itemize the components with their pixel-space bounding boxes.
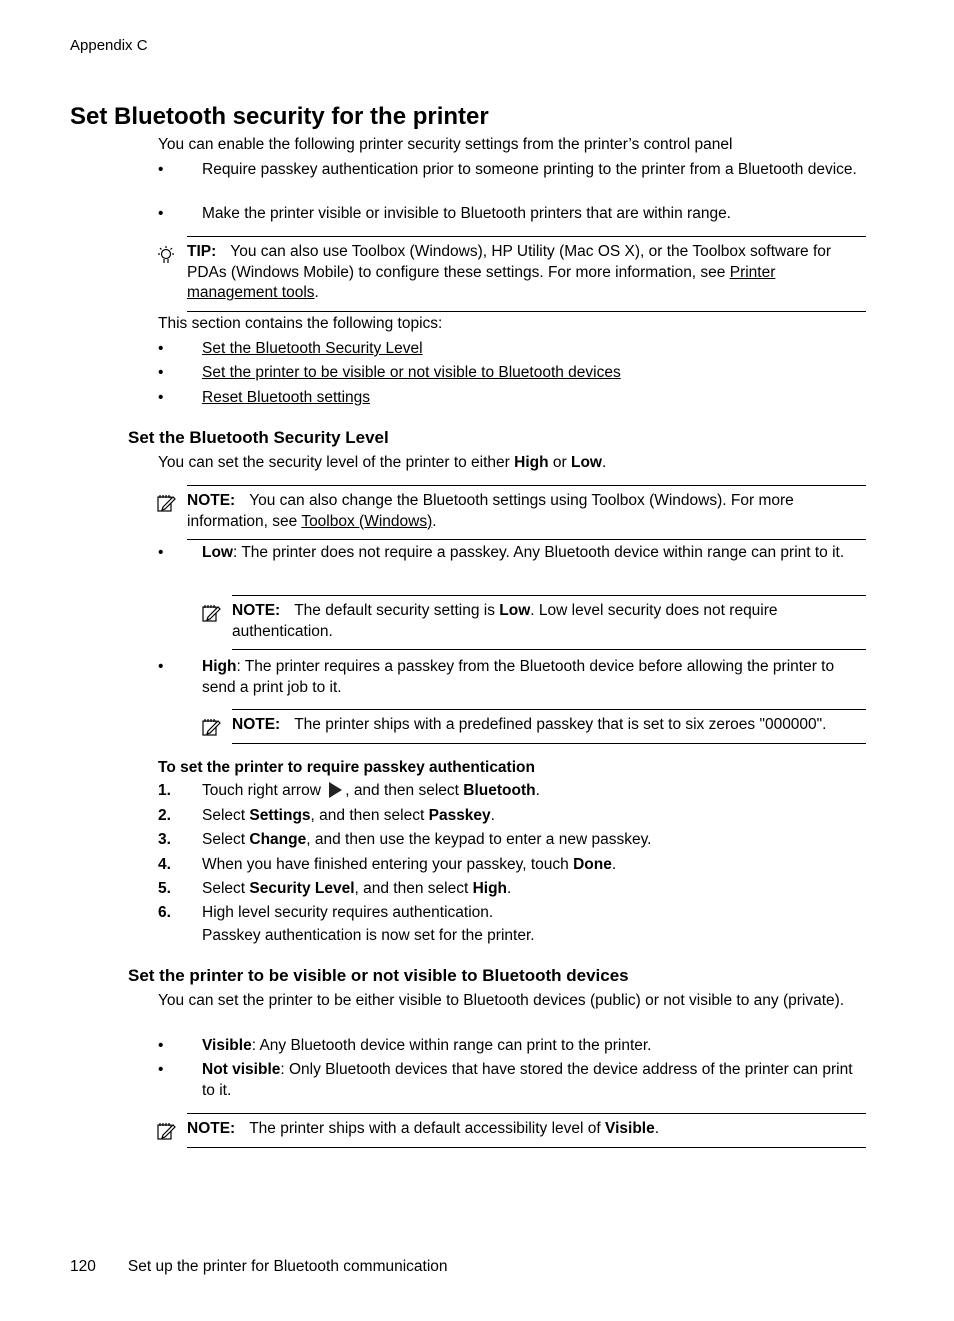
toolbox-windows-link[interactable]: Toolbox (Windows) (301, 512, 433, 530)
tip-box: TIP: You can also use Toolbox (Windows), HP Utility (Mac OS X), or the Toolbox software for PDAs (Windows Mobile) to configure these settings. For more information, see Printer management tools. (187, 236, 866, 312)
step: 2. Select Settings, and then select Passkey. (158, 807, 495, 824)
step: 3. Select Change, and then use the keypad to enter a new passkey. (158, 831, 652, 848)
tip-label: TIP: (187, 243, 217, 260)
list-item: • Make the printer visible or invisible to Bluetooth printers that are within range. (158, 204, 866, 225)
note-box: NOTE: You can also change the Bluetooth settings using Toolbox (Windows). For more information, see Toolbox (Windows). (187, 485, 866, 540)
right-arrow-icon (329, 782, 342, 798)
page-number: 120 (70, 1258, 96, 1275)
list-item-visible: • Visible: Any Bluetooth device within range can print to the printer. (158, 1037, 652, 1054)
note-box: NOTE: The printer ships with a default accessibility level of Visible. (187, 1113, 866, 1148)
list-item-not-visible: • Not visible: Only Bluetooth devices that have stored the device address of the printer can print to it. (158, 1061, 853, 1099)
note-box: NOTE: The printer ships with a predefined passkey that is set to six zeroes "000000". (232, 709, 866, 744)
page-footer (70, 1257, 448, 1278)
topic-link-visibility[interactable]: Set the printer to be visible or not visible to Bluetooth devices (202, 364, 621, 381)
list-item-high: • High: The printer requires a passkey from the Bluetooth device before allowing the printer to send a print job to it. (158, 658, 835, 696)
intro-text: You can enable the following printer security settings from the printer’s control panel (158, 136, 733, 153)
note-pad-icon (156, 493, 176, 513)
footer-section: Set up the printer for Bluetooth communication (127, 1258, 448, 1275)
page-title: Set Bluetooth security for the printer (70, 103, 489, 130)
topics-intro: This section contains the following topics: (158, 315, 443, 332)
section-heading-security-level: Set the Bluetooth Security Level (128, 428, 389, 447)
note-pad-icon (156, 1121, 176, 1141)
bullet: • (158, 161, 164, 178)
step-result: Passkey authentication is now set for the printer. (202, 927, 535, 944)
security-level-intro: You can set the security level of the printer to either High or Low. (158, 454, 607, 471)
procedure-heading: To set the printer to require passkey authentication (158, 759, 535, 776)
step: 1. Touch right arrow , and then select Bluetooth. (158, 782, 540, 799)
list-item: • Reset Bluetooth settings (158, 389, 371, 406)
note-box: NOTE: The default security setting is Low. Low level security does not require authentication. (232, 595, 866, 650)
list-item: • Set the Bluetooth Security Level (158, 340, 423, 357)
visibility-intro: You can set the printer to be either visible to Bluetooth devices (public) or not visible to any (private). (158, 992, 845, 1009)
step: 5. Select Security Level, and then select High. (158, 880, 512, 897)
running-head: Appendix C (70, 37, 148, 54)
printer-management-tools-link[interactable]: Printer management tools (187, 263, 776, 301)
bullet: • (158, 205, 164, 222)
step: 6. High level security requires authentication. (158, 904, 494, 921)
list-item: • Require passkey authentication prior to someone printing to the printer from a Bluetooth device. (158, 160, 866, 181)
note-pad-icon (201, 717, 221, 737)
step: 4. When you have finished entering your passkey, touch Done. (158, 856, 617, 873)
topic-link-security-level[interactable]: Set the Bluetooth Security Level (202, 340, 423, 357)
list-item: • Set the printer to be visible or not visible to Bluetooth devices (158, 364, 621, 381)
note-pad-icon (201, 603, 221, 623)
lightbulb-icon (156, 245, 176, 265)
list-item-low: • Low: The printer does not require a passkey. Any Bluetooth device within range can print to it. (158, 544, 845, 561)
section-heading-visibility: Set the printer to be visible or not visible to Bluetooth devices (128, 966, 629, 985)
topic-link-reset[interactable]: Reset Bluetooth settings (202, 389, 371, 406)
